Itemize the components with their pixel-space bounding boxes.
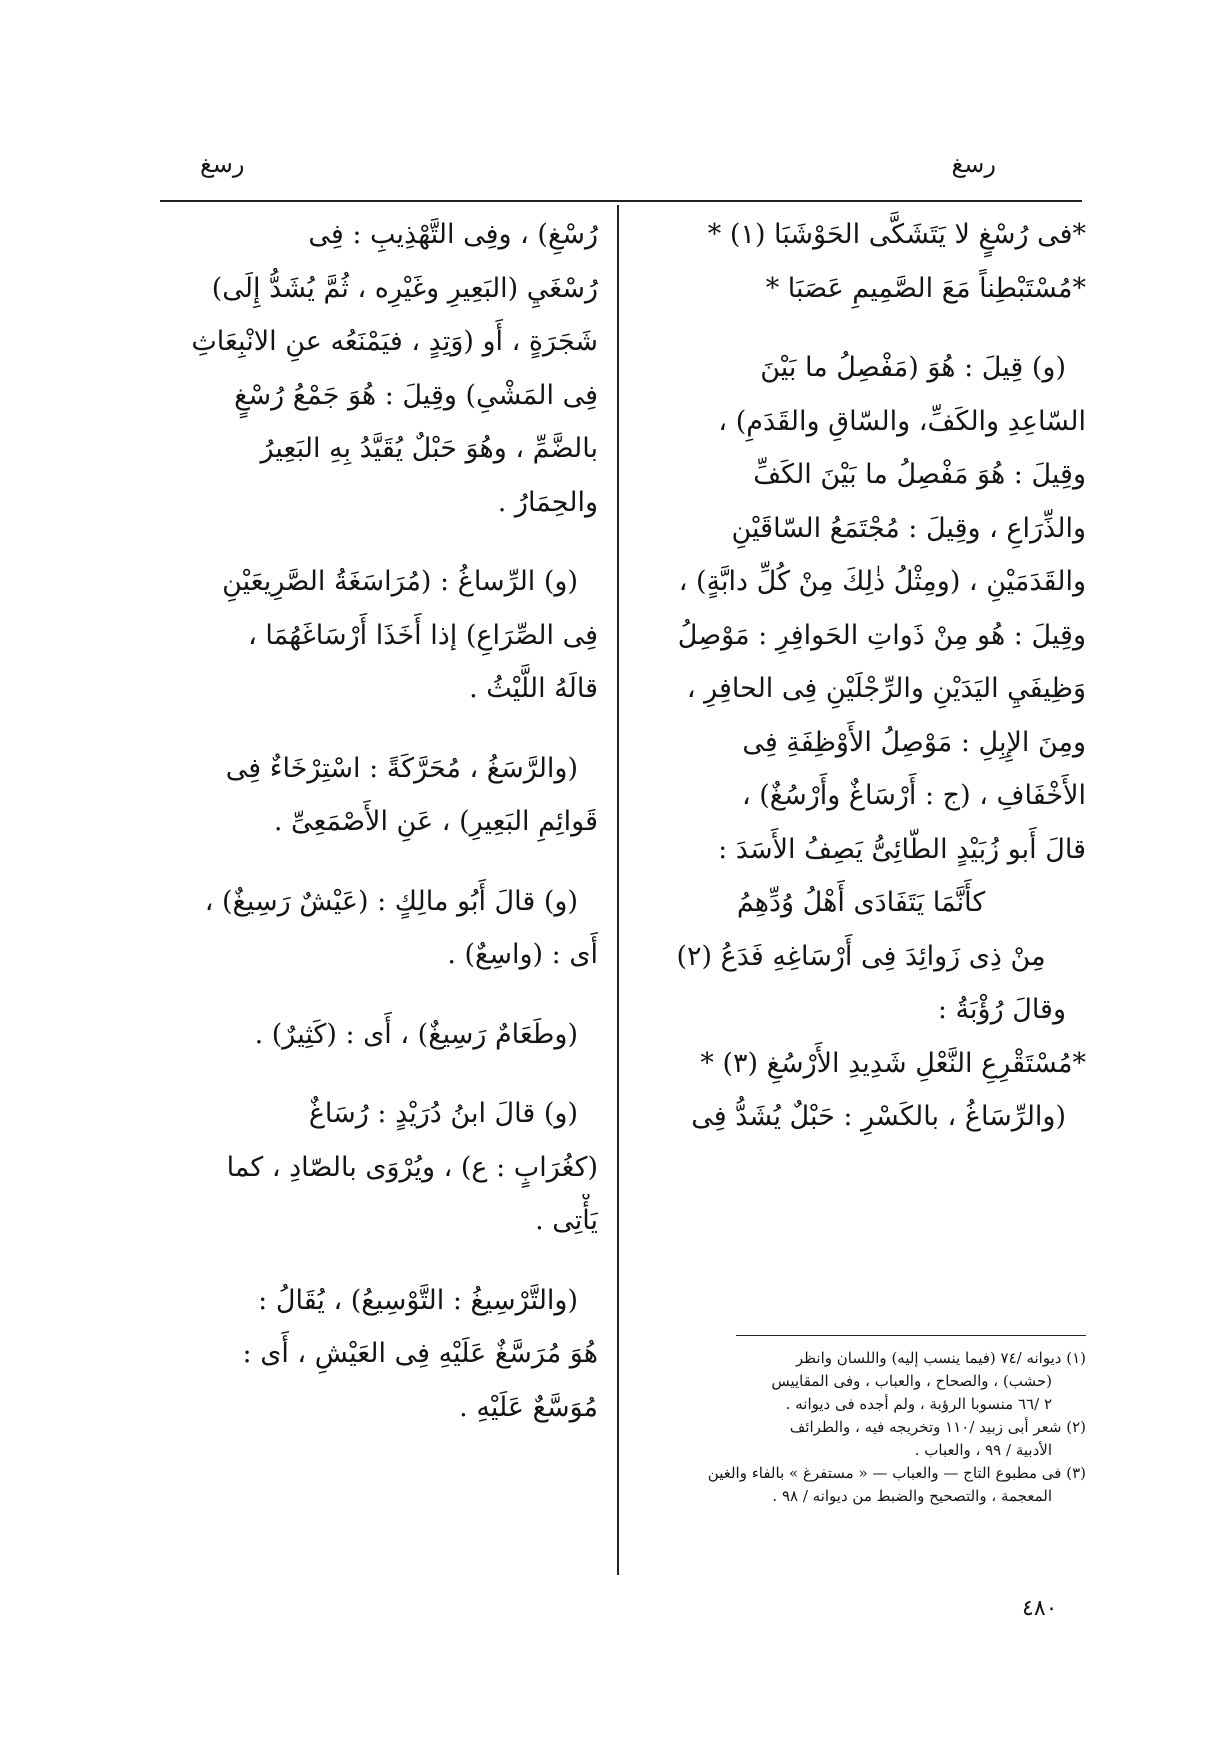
text-line: أَى : (واسِعٌ) . <box>447 939 598 970</box>
footnote-line: المعجمة ، والتصحيح والضبط من ديوانه / ٩٨ . <box>772 1487 1052 1505</box>
text-line: هُوَ مُرَسَّغٌ عَلَيْهِ فِى العَيْشِ ، أَى : <box>242 1338 598 1369</box>
text-line: السّاعِدِ والكَفِّ، والسّاقِ والقَدَمِ) ، <box>718 405 1086 437</box>
text-line: وقالَ رُؤْبَةُ : <box>937 994 1066 1025</box>
footnotes <box>636 1347 1086 1508</box>
column-divider <box>617 205 619 1575</box>
text-line: والقَدَمَيْنِ ، (ومِثْلُ ذٰلِكَ مِنْ كُلِّ دابَّةٍ) ، <box>678 566 1086 597</box>
text-line: الأَخْفَافِ ، (ج : أَرْسَاغٌ وأَرْسُغٌ) ، <box>741 780 1086 811</box>
text-line: شَجَرَةٍ ، أَو (وَتِدٍ ، فيَمْنَعُه عنِ الانْبِعَاثِ <box>191 326 598 357</box>
text-line: قَوائِمِ البَعِيرِ) ، عَنِ الأَصْمَعِىِّ . <box>273 806 598 837</box>
text-line: (و) قالَ ابنُ دُرَيْدٍ : رُسَاغٌ <box>308 1098 578 1129</box>
text-line: *فى رُسْغٍ لا يَتَشَكَّى الحَوْشَبَا (١) * <box>707 219 1086 250</box>
text-line: والذِّرَاعِ ، وقِيلَ : مُجْتَمَعُ السّاقَيْنِ <box>731 512 1086 544</box>
text-line: فِى المَشْىِ) وقِيلَ : هُوَ جَمْعُ رُسْغٍ <box>234 379 598 411</box>
header-rule <box>160 200 1082 202</box>
text-line: (و) قالَ أَبُو مالِكٍ : (عَيْشٌ رَسِيغٌ) ، <box>204 885 578 917</box>
text-line: وقِيلَ : هُوَ مَفْصِلُ ما بَيْنَ الكَفِّ <box>753 459 1086 490</box>
text-line: رُسْغِ) ، وفِى التَّهْذِيبِ : فِى <box>308 219 598 250</box>
text-line: (و) قِيلَ : هُوَ (مَفْصِلُ ما بَيْنَ <box>760 352 1066 383</box>
text-line: بالضَّمِّ ، وهُوَ حَبْلٌ يُقَيَّدُ بِهِ البَعِيرُ <box>260 433 598 464</box>
text-line: قالَهُ اللَّيْثُ . <box>469 673 598 704</box>
text-line: (والتَّرْسِيغُ : التَّوْسِيعُ) ، يُقَالُ : <box>258 1284 578 1316</box>
footnote-line: (حشب) ، والصحاح ، والعباب ، وفى المقاييس <box>771 1372 1052 1390</box>
left-column <box>148 208 598 1434</box>
text-line: رُسْغَيِ (البَعِيرِ وغَيْرِه ، ثُمَّ يُشَدُّ إِلَى) <box>211 272 598 304</box>
text-line: مُوَسَّعٌ عَلَيْهِ . <box>459 1391 598 1423</box>
footnote-line: (٣) فى مطبوع التاج — والعباب — « مستفرغ » بالفاء والغين <box>707 1464 1086 1482</box>
text-line: (والرَّسَغُ ، مُحَرَّكَةً : اسْتِرْخَاءٌ فِى <box>225 752 578 784</box>
text-line: *مُسْتَبْطِناً مَعَ الصَّمِيمِ عَصَبَا * <box>765 272 1086 304</box>
footnote-line: (١) ديوانه /٧٤ (فيما ينسب إليه) واللسان وانظر <box>795 1349 1086 1367</box>
verse-line: *مُسْتَقْرِعِ النَّعْلِ شَدِيدِ الأَرْسُغِ (٣) * <box>700 1047 1086 1079</box>
text-line: (و) الرِّساغُ : (مُرَاسَغَةُ الصَّرِيعَيْنِ <box>222 566 578 597</box>
running-header-right: رسغ <box>951 150 996 178</box>
text-line: فِى الصِّرَاعِ) إذا أَخَذَا أَرْسَاغَهُمَا ، <box>248 619 598 651</box>
verse-line: مِنْ ذِى زَوائِدَ فِى أَرْسَاغِهِ فَدَعُ (٢) <box>676 940 1046 972</box>
running-header-left: رسغ <box>200 150 245 178</box>
footnote-rule <box>736 1335 1086 1336</box>
verse-line: كأَنَّمَا يَتَفَادَى أَهْلُ وُدِّهِمُ <box>736 887 986 918</box>
text-line: قالَ أَبو زُبَيْدٍ الطّائِىُّ يَصِفُ الأَسَدَ : <box>718 833 1086 865</box>
footnote-line: (٢) شعر أبى زبيد /١١٠ وتخريجه فيه ، والطرائف <box>789 1418 1086 1436</box>
text-line: (كغُرَابٍ : ع) ، ويُرْوَى بالصّادِ ، كما <box>226 1151 598 1183</box>
text-line: يَأْتِى . <box>535 1205 598 1236</box>
text-line: (والرِّسَاغُ ، بالكَسْرِ : حَبْلٌ يُشَدُّ فِى <box>691 1101 1066 1132</box>
right-column <box>636 208 1086 1144</box>
page-number: ٤٨٠ <box>1022 1596 1058 1621</box>
footnote-line: ٢ /٦٦ منسوبا الرؤبة ، ولم أجده فى ديوانه . <box>785 1395 1052 1413</box>
text-line: وَظِيفَيِ اليَدَيْنِ والرِّجْلَيْنِ فِى الحافِرِ ، <box>686 673 1086 704</box>
text-line: وقِيلَ : هُو مِنْ ذَواتِ الحَوافِرِ : مَوْصِلُ <box>677 619 1086 651</box>
footnote-line: الأدبية / ٩٩ ، والعباب . <box>914 1441 1052 1459</box>
text-line: ومِنَ الإِبِلِ : مَوْصِلُ الأَوْظِفَةِ فِى <box>742 726 1086 758</box>
text-line: (وطَعَامٌ رَسِيغٌ) ، أَى : (كَثِيرٌ) . <box>254 1018 578 1050</box>
text-line: والحِمَارُ . <box>497 486 598 518</box>
